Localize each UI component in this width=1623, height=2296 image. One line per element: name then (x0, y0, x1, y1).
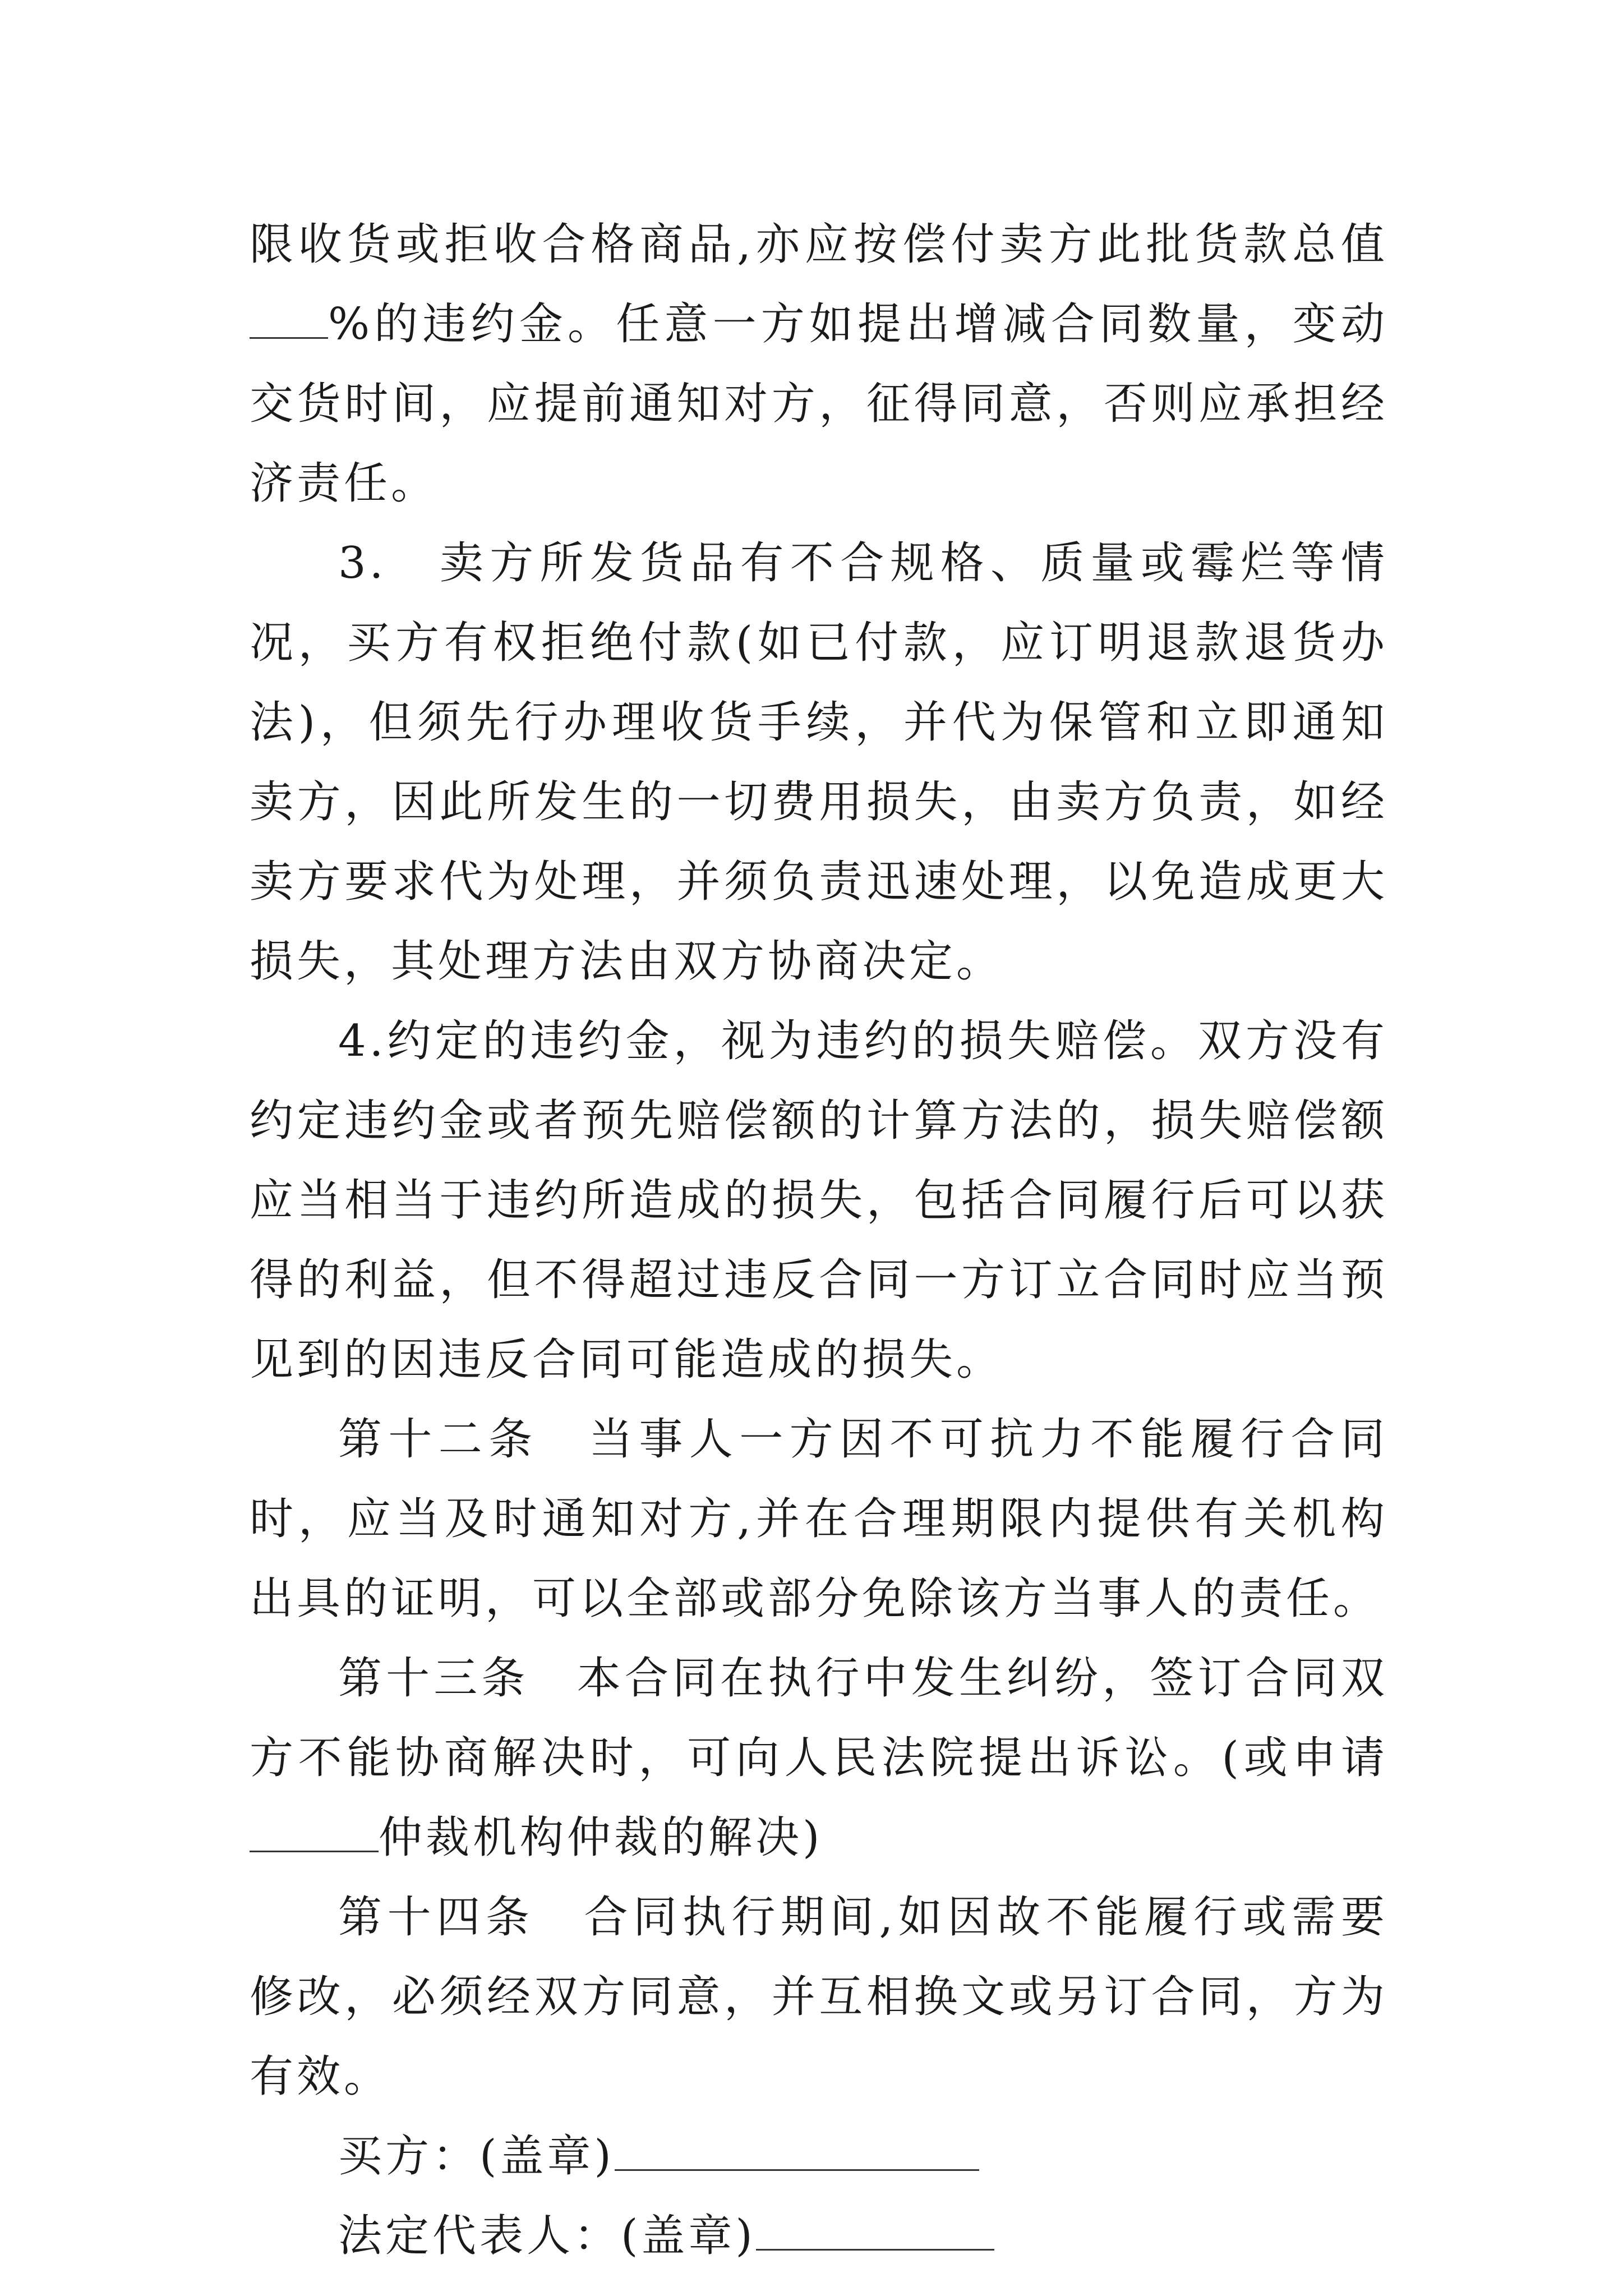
contract-body (250, 205, 1388, 2276)
signature-buyer (250, 2116, 1388, 2196)
paragraph-item-3: 3. 卖方所发货品有不合规格、质量或霉烂等情况，买方有权拒绝付款(如已付款，应订明退款退货办法)，但须先行办理收货手续，并代为保管和立即通知卖方，因此所发生的一切费用损失，由卖方负责，如经卖方要求代为处理，并须负责迅速处理，以免造成更大损失，其处理方法由双方协商决定。 (250, 538, 1388, 987)
paragraph-penalty-continued (250, 205, 1388, 523)
blank-arbitration (250, 1851, 379, 1852)
paragraph-article-14: 第十四条 合同执行期间,如因故不能履行或需要修改，必须经双方同意，并互相换文或另订合同，方为有效。 (250, 1892, 1388, 2102)
signature-line (756, 2249, 994, 2251)
blank-percent (250, 337, 328, 339)
signature-legal-rep (250, 2196, 1388, 2276)
paragraph-article-12: 第十二条 当事人一方因不可抗力不能履行合同时，应当及时通知对方,并在合理期限内提供有关机构出具的证明，可以全部或部分免除该方当事人的责任。 (250, 1414, 1388, 1624)
signature-label: 买方：(盖章) (338, 2131, 615, 2182)
signature-label: 法定代表人：(盖章) (338, 2211, 756, 2261)
paragraph-article-13 (250, 1639, 1388, 1878)
paragraph-text: 第十三条 本合同在执行中发生纠纷，签订合同双方不能协商解决时，可向人民法院提出诉讼。(或申请 (250, 1653, 1388, 1783)
paragraph-text: 仲裁机构仲裁的解决) (379, 1812, 823, 1863)
paragraph-text: %的违约金。任意一方如提出增减合同数量，变动交货时间，应提前通知对方，征得同意，否则应承担经济责任。 (250, 299, 1388, 509)
paragraph-text: 限收货或拒收合格商品,亦应按偿付卖方此批货款总值 (250, 219, 1388, 270)
signature-line (615, 2169, 979, 2171)
paragraph-item-4: 4.约定的违约金，视为违约的损失赔偿。双方没有约定违约金或者预先赔偿额的计算方法的，损失赔偿额应当相当于违约所造成的损失，包括合同履行后可以获得的利益，但不得超过违反合同一方订立合同时应当预见到的因违反合同可能造成的损失。 (250, 1016, 1388, 1385)
